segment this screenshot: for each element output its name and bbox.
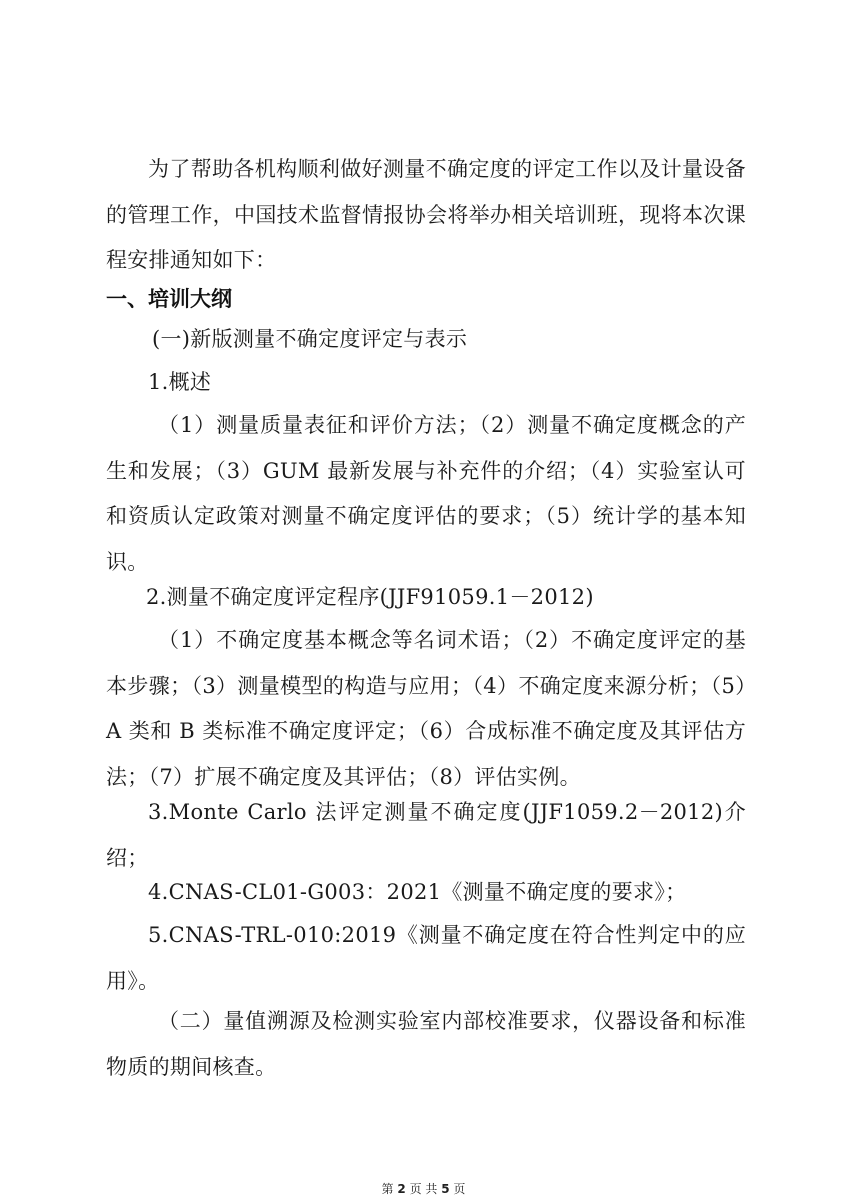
procedure-paragraph: （1）不确定度基本概念等名词术语；（2）不确定度评定的基本步骤；（3）测量模型的构造与应用；（4）不确定度来源分析；（5）A 类和 B 类标准不确定度评定；（6）合成标准不确定度及其评估方法；（7）扩展不确定度及其评估；（8）评估实例。 — [106, 628, 746, 789]
footer-middle: 页 共 — [409, 1182, 438, 1196]
item-title-overview: 1.概述 — [148, 370, 212, 394]
item-title-procedure: 2.测量不确定度评定程序(JJF91059.1－2012) — [146, 585, 594, 609]
footer-prefix: 第 — [381, 1182, 394, 1196]
footer-page-number: 2 — [397, 1182, 406, 1196]
monte-carlo-paragraph: 3.Monte Carlo 法评定测量不确定度(JJF1059.2－2012)介绍； — [106, 800, 746, 870]
section-heading: 一、培训大纲 — [106, 287, 232, 311]
overview-paragraph: （1）测量质量表征和评价方法；（2）测量不确定度概念的产生和发展；（3）GUM 最新发展与补充件的介绍；（4）实验室认可和资质认定政策对测量不确定度评估的要求；（5）统计学的基本知识。 — [106, 413, 746, 574]
page-footer — [0, 1180, 847, 1197]
cnas-cl01-paragraph: 4.CNAS-CL01-G003：2021《测量不确定度的要求》； — [148, 880, 687, 904]
subsection-title-1: (一)新版测量不确定度评定与表示 — [152, 327, 468, 351]
footer-suffix: 页 — [453, 1182, 466, 1196]
footer-total-pages: 5 — [441, 1182, 450, 1196]
subsection-2-paragraph: （二）量值溯源及检测实验室内部校准要求，仪器设备和标准物质的期间核查。 — [106, 1009, 746, 1079]
cnas-trl-paragraph: 5.CNAS-TRL-010:2019《测量不确定度在符合性判定中的应用》。 — [106, 923, 746, 993]
intro-paragraph: 为了帮助各机构顺利做好测量不确定度的评定工作以及计量设备的管理工作，中国技术监督情报协会将举办相关培训班，现将本次课程安排通知如下： — [106, 157, 746, 272]
